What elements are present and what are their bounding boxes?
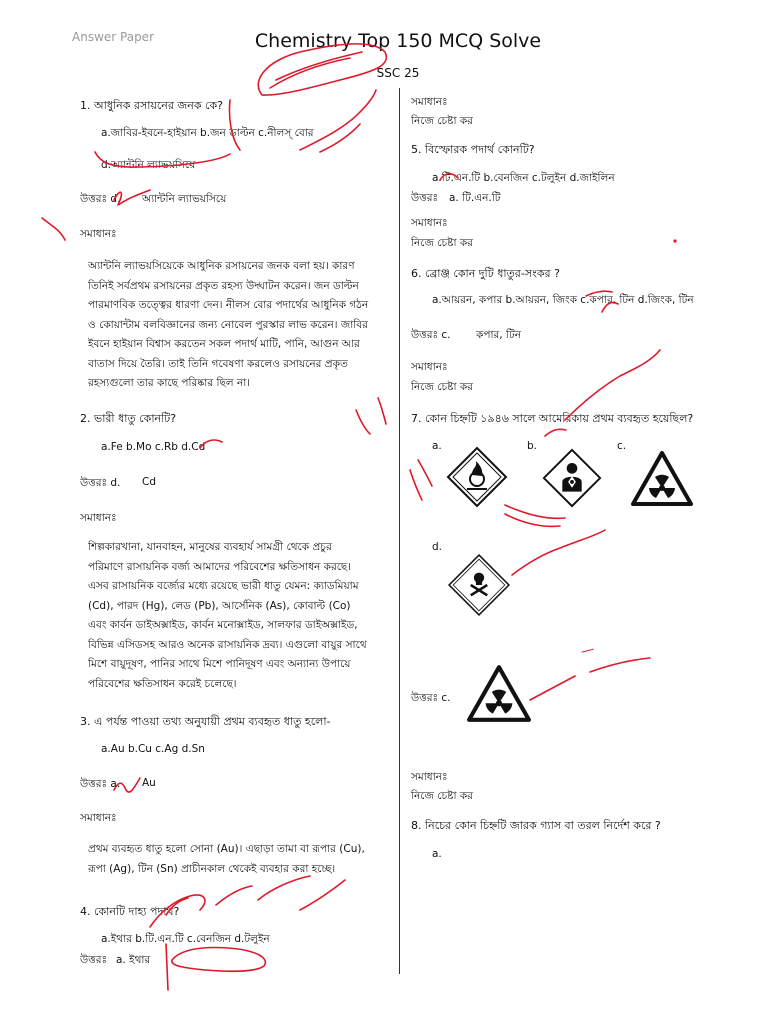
q2-solution-label: সমাধানঃ <box>80 512 117 524</box>
q5-answer-text: a. টি.এন.টি <box>449 192 501 204</box>
r-solution-label-1: সমাধানঃ <box>411 96 448 108</box>
page-title: Chemistry Top 150 MCQ Solve <box>254 30 542 52</box>
q1-options-1: a.জাবির-ইবনে-হাইয়ান b.জন ডাল্টন c.নীলস্ বোর <box>101 127 314 139</box>
q6-answer-label: উত্তরঃ c. <box>411 329 451 341</box>
q2-options: a.Fe b.Mo c.Rb d.Cd <box>101 441 206 453</box>
q3-answer-label: উত্তরঃ a. <box>80 778 121 790</box>
q7-opt-a: a. <box>432 440 442 452</box>
q4-answer-text: a. ইথার <box>116 954 151 966</box>
r-self-try-1: নিজে চেষ্টা কর <box>411 115 473 127</box>
q6-question: 6. ব্রোঞ্জ কোন দুটি ধাতুর-সংকর ? <box>411 267 560 280</box>
q8-opt-a: a. <box>432 848 442 860</box>
q3-answer-text: Au <box>142 777 156 789</box>
q6-options: a.আয়রন, কপার b.আয়রন, জিংক c.কপার, টিন d.জিংক, টিন <box>432 294 694 306</box>
q1-solution: অ্যান্টনি ল্যাভয়সিয়েকে আধুনিক রসায়নের জনক বলা হয়। কারণ তিনিই সর্বপ্রথম রসায়নের প্রকৃত রহস্য উদ্ঘাটন করেন। জন ডাল্টন পারমাণবিক তত্ত্বের ধারণা দেন। নীলস বোর পদার্থের আধুনিক গঠন ও কোয়ান্টাম বলবিজ্ঞানের জন্য নোবেল পুরস্কার লাভ করেন। জাবির ইবনে হাইয়ান বিশ্বাস করতেন সকল পদার্থ মাটি, পানি, আগুন আর বাতাস দিয়ে তৈরি। তাই তিনি গবেষণা করলেও রসায়নের প্রকৃত রহস্যগুলো তার কাছে পরিষ্কার ছিল না। <box>88 260 369 389</box>
q5-question: 5. বিস্ফোরক পদার্থ কোনটি? <box>411 143 535 156</box>
q4-options: a.ইথার b.টি.এন.টি c.বেনজিন d.টলুইন <box>101 933 270 945</box>
r-solution-label-4: সমাধানঃ <box>411 771 448 783</box>
q4-answer-label: উত্তরঃ <box>80 954 108 966</box>
q7-answer-label: উত্তরঃ c. <box>411 692 451 704</box>
q7-question: 7. কোন চিহ্নটি ১৯৪৬ সালে আমেরিকায় প্রথম ব্যবহৃত হয়েছিল? <box>411 412 694 425</box>
r-solution-label-3: সমাধানঃ <box>411 361 448 373</box>
r-self-try-3: নিজে চেষ্টা কর <box>411 381 473 393</box>
q1-answer-text: অ্যান্টনি ল্যাভয়সিয়ে <box>142 193 227 205</box>
q3-question: 3. এ পর্যন্ত পাওয়া তথ্য অনুযায়ী প্রথম ব্যবহৃত ধাতু হলো- <box>80 715 331 728</box>
page-subtitle: SSC 25 <box>376 66 420 80</box>
q7-opt-b: b. <box>527 440 538 452</box>
svg-text:—: — <box>579 640 597 660</box>
q2-question: 2. ভারী ধাতু কোনটি? <box>80 412 177 425</box>
q2-answer-label: উত্তরঃ d. <box>80 477 121 489</box>
r-self-try-4: নিজে চেষ্টা কর <box>411 790 473 802</box>
q6-answer-text: কপার, টিন <box>476 329 521 341</box>
q7-opt-c: c. <box>617 440 627 452</box>
q5-answer-label: উত্তরঃ <box>411 192 439 204</box>
q5-options: a.টি.এন.টি b.বেনজিন c.টলুইন d.জাইলিন <box>432 172 615 184</box>
r-self-try-2: নিজে চেষ্টা কর <box>411 237 473 249</box>
q2-answer-text: Cd <box>142 476 156 488</box>
q2-solution: শিল্পকারখানা, যানবাহন, মানুষের ব্যবহার্য সামগ্রী থেকে প্রচুর পরিমাণে রাসায়নিক বর্জ্য আমাদের পরিবেশের ক্ষতিসাধন করছে। এসব রাসায়নিক বর্জ্যের মধ্যে রয়েছে ভারী ধাতু যেমন: ক্যাডমিয়াম (Cd), পারদ (Hg), লেড (Pb), আর্সেনিক (As), কোবাল্ট (Co) এবং কার্বন ডাইঅক্সাইড, কার্বন মনোক্সাইড, সালফার ডাইঅক্সাইড, বিভিন্ন এসিডসহ আরও অনেক রাসায়নিক দ্রব্য। এগুলো বায়ুর সাথে মিশে বায়ুদূষণ, পানির সাথে মিশে পানিদূষণ এবং অন্যান্য উপায়ে পরিবেশের ক্ষতিসাধন করেই চলেছে। <box>88 541 367 690</box>
q3-options: a.Au b.Cu c.Ag d.Sn <box>101 743 205 755</box>
q3-solution: প্রথম ব্যবহৃত ধাতু হলো সোনা (Au)। এছাড়া তামা বা রূপার (Cu), রূপা (Ag), টিন (Sn) প্রাচীনকাল থেকেই ব্যবহার করা হচ্ছে। <box>88 843 365 875</box>
header-label: Answer Paper <box>72 30 154 44</box>
q1-options-2: d.অ্যান্টনি ল্যাভয়সিয়ে <box>101 159 196 171</box>
q7-opt-d: d. <box>432 541 443 553</box>
q4-question: 4. কোনটি দাহ্য পদার্থ? <box>80 905 180 918</box>
r-solution-label-2: সমাধানঃ <box>411 217 448 229</box>
q1-question: 1. আধুনিক রসায়নের জনক কে? <box>80 99 224 112</box>
q3-solution-label: সমাধানঃ <box>80 812 117 824</box>
q1-solution-label: সমাধানঃ <box>80 228 117 240</box>
q8-question: 8. নিচের কোন চিহ্নটি জারক গ্যাস বা তরল নির্দেশ করে ? <box>411 819 661 832</box>
q1-answer-label: উত্তরঃ d. <box>80 193 121 205</box>
